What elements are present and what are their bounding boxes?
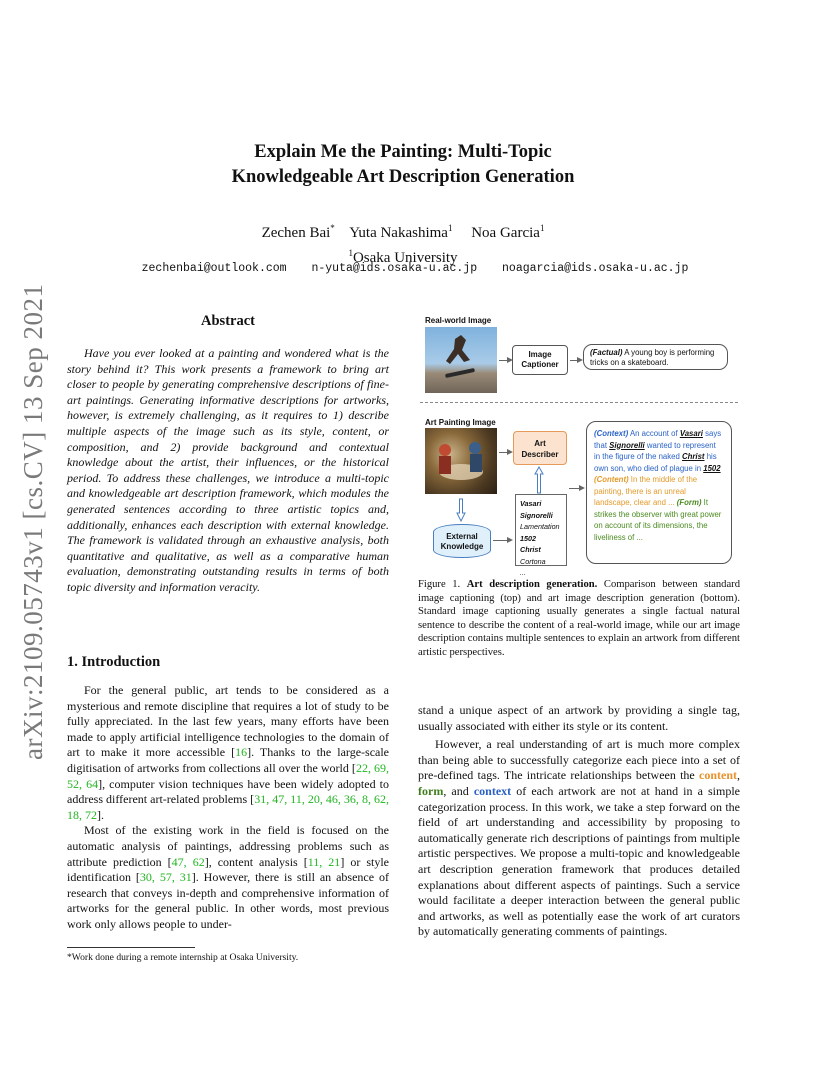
keyword-form: form (418, 783, 444, 798)
footnote-rule (67, 947, 195, 948)
factual-caption-box: (Factual) A young boy is performing tricks on a skateboard. (583, 344, 728, 370)
arxiv-sidebar-stamp: arXiv:2109.05743v1 [cs.CV] 13 Sep 2021 (18, 283, 48, 760)
author-block (150, 218, 656, 268)
arrow-icon (499, 360, 511, 361)
painting-image (425, 428, 497, 494)
figure-divider (420, 402, 738, 403)
abstract-text: Have you ever looked at a painting and wondered what is the story behind it? This work presents a framework to bring art closer to people by generating comprehensive descriptions of fine-art paintings. Generating informative descriptions for artworks, however, is extremely challenging, as it requires to 1) describe multiple aspects of the image such as its style, content, or composition, and 2) provide background and contextual knowledge about the artist, their influences, or the historical period. To address these challenges, we introduce a multi-topic and knowledgeable art description framework, which modules the generated sentences according to three artistic topics and, additionally, enhances each description with external knowledge. The framework is validated through an exhaustive analysis, both quantitative and qualitative, as well as a comparative human evaluation, demonstrating outstanding results in terms of both topic diversity and information veracity. (67, 346, 389, 594)
author-name: Yuta Nakashima (349, 225, 448, 241)
email[interactable]: n-yuta@ids.osaka-u.ac.jp (311, 262, 478, 275)
keyword: Cortona (520, 556, 546, 566)
intro-paragraph-1: For the general public, art tends to be considered as a mysterious and remote discipline that requires a lot of study to be fully appreciated. In the last few years, many efforts have been made to apply artificial intelligence technologies to the domain of art to make it more accessible [16]. Thanks to the large-scale digitisation of artworks from collections all over the world [22, 69, 52, 64], computer vision techniques have been widely adopted to address different art-related problems [31, 47, 11, 20, 46, 36, 8, 62, 18, 72]. (67, 683, 390, 822)
citation-link[interactable]: 16 (235, 745, 248, 760)
external-knowledge-box: External Knowledge (433, 524, 491, 558)
intro-heading: 1. Introduction (67, 654, 161, 670)
intro-body (67, 683, 389, 933)
citation-link[interactable]: 31, 47, 11, 20, 46, 36, 8, 62, 18, 72 (67, 792, 390, 822)
art-painting-label: Art Painting Image (425, 418, 496, 427)
keyword: ... (520, 568, 526, 577)
art-describer-box: Art Describer (513, 431, 567, 465)
email[interactable]: zechenbai@outlook.com (141, 262, 287, 275)
citation-link[interactable]: 22, 69, 52, 64 (67, 760, 390, 791)
paper-title (150, 140, 656, 190)
arrow-icon (493, 540, 511, 541)
citation-link[interactable]: 11, 21 (307, 854, 341, 869)
author-emails (60, 262, 770, 275)
affiliation: $^1$Osaka University (348, 248, 458, 266)
real-world-image-label: Real-world Image (425, 316, 492, 325)
email[interactable]: noagarcia@ids.osaka-u.ac.jp (502, 262, 689, 275)
citation-link[interactable]: 30, 57, 31 (139, 870, 192, 885)
author-name: Noa Garcia (471, 225, 540, 241)
citation-link[interactable]: 47, 62 (171, 854, 205, 869)
image-captioner-box: Image Captioner (512, 345, 568, 375)
keyword: Christ (520, 545, 541, 554)
up-arrow-icon (534, 466, 544, 494)
keyword-content: content (699, 768, 737, 783)
footnote: *Work done during a remote internship at Osaka University. (67, 952, 299, 963)
keyword: Signorelli (520, 510, 553, 520)
arrow-icon (499, 452, 511, 453)
down-arrow-icon (456, 498, 466, 522)
keyword-list-box (515, 494, 567, 577)
painting-figures-icon (425, 428, 497, 494)
skater-silhouette-icon (425, 327, 497, 393)
art-description-box: (Context) An account of Vasari says that Signorelli wanted to represent in the figure of the naked Christ his own son, who died of plague in 1502 (Content) In the middle of the painting, there is an unreal landscape, clear and ... (Form) It strikes the observer with great power on account of its dimensions, the liveliness of ... (586, 421, 732, 564)
keyword: Vasari (520, 499, 542, 508)
abstract-heading: Abstract (201, 313, 255, 329)
keyword-context: context (473, 783, 512, 798)
arrow-icon (569, 488, 583, 489)
title-line-2: Knowledgeable Art Description Generation (231, 167, 575, 187)
right-paragraph-2: However, a real understanding of art is much more complex than being able to successfully categorize each piece into a set of pre-defined tags. The intricate relationships between the content, form, and context of each artwork are not at hand in a simple categorization process. In this work, we take a step forward on the field of art understanding and accessibility by proposing to automatically generate rich descriptions of paintings from multiple artistic perspectives. We propose a multi-topic and knowledgeable art description generation framework that produces detailed explanations about different aspects of paintings. Such a service would facilitate a deeper interaction between the general public and artworks, as well as potentially ease the work of art curators by automatically generating comments of paintings. (418, 737, 741, 939)
right-column-body (418, 703, 740, 940)
skateboard-photo (425, 327, 497, 393)
right-paragraph-1: stand a unique aspect of an artwork by providing a single tag, usually associated with either its style or its content. (418, 703, 740, 733)
keyword: 1502 (520, 533, 536, 543)
author-name: Zechen Bai (261, 225, 331, 241)
keyword: Lamentation (520, 522, 560, 531)
intro-paragraph-2: Most of the existing work in the field is focused on the automatic analysis of paintings, addressing problems such as attribute prediction [47, 62], content analysis [11, 21] or style identification [30, 57, 31]. However, there is still an absence of research that conveys in-depth and comprehensive information of artworks for the general public. In other words, most previous work only allows people to under- (67, 823, 390, 931)
arrow-icon (570, 360, 581, 361)
author-names: Zechen Bai* Yuta Nakashima$^1$ Noa Garcia$^1$ (261, 223, 545, 241)
figure-caption: Figure 1. Art description generation. Comparison between standard image captioning (top) and art image description generation (bottom). Standard image captioning usually generates a single factual natural sentence to describe the content of a real-world image, while our art image description contains multiple sentences to explain an artwork from different artistic perspectives. (418, 579, 740, 658)
title-line-1: Explain Me the Painting: Multi-Topic (254, 142, 552, 162)
